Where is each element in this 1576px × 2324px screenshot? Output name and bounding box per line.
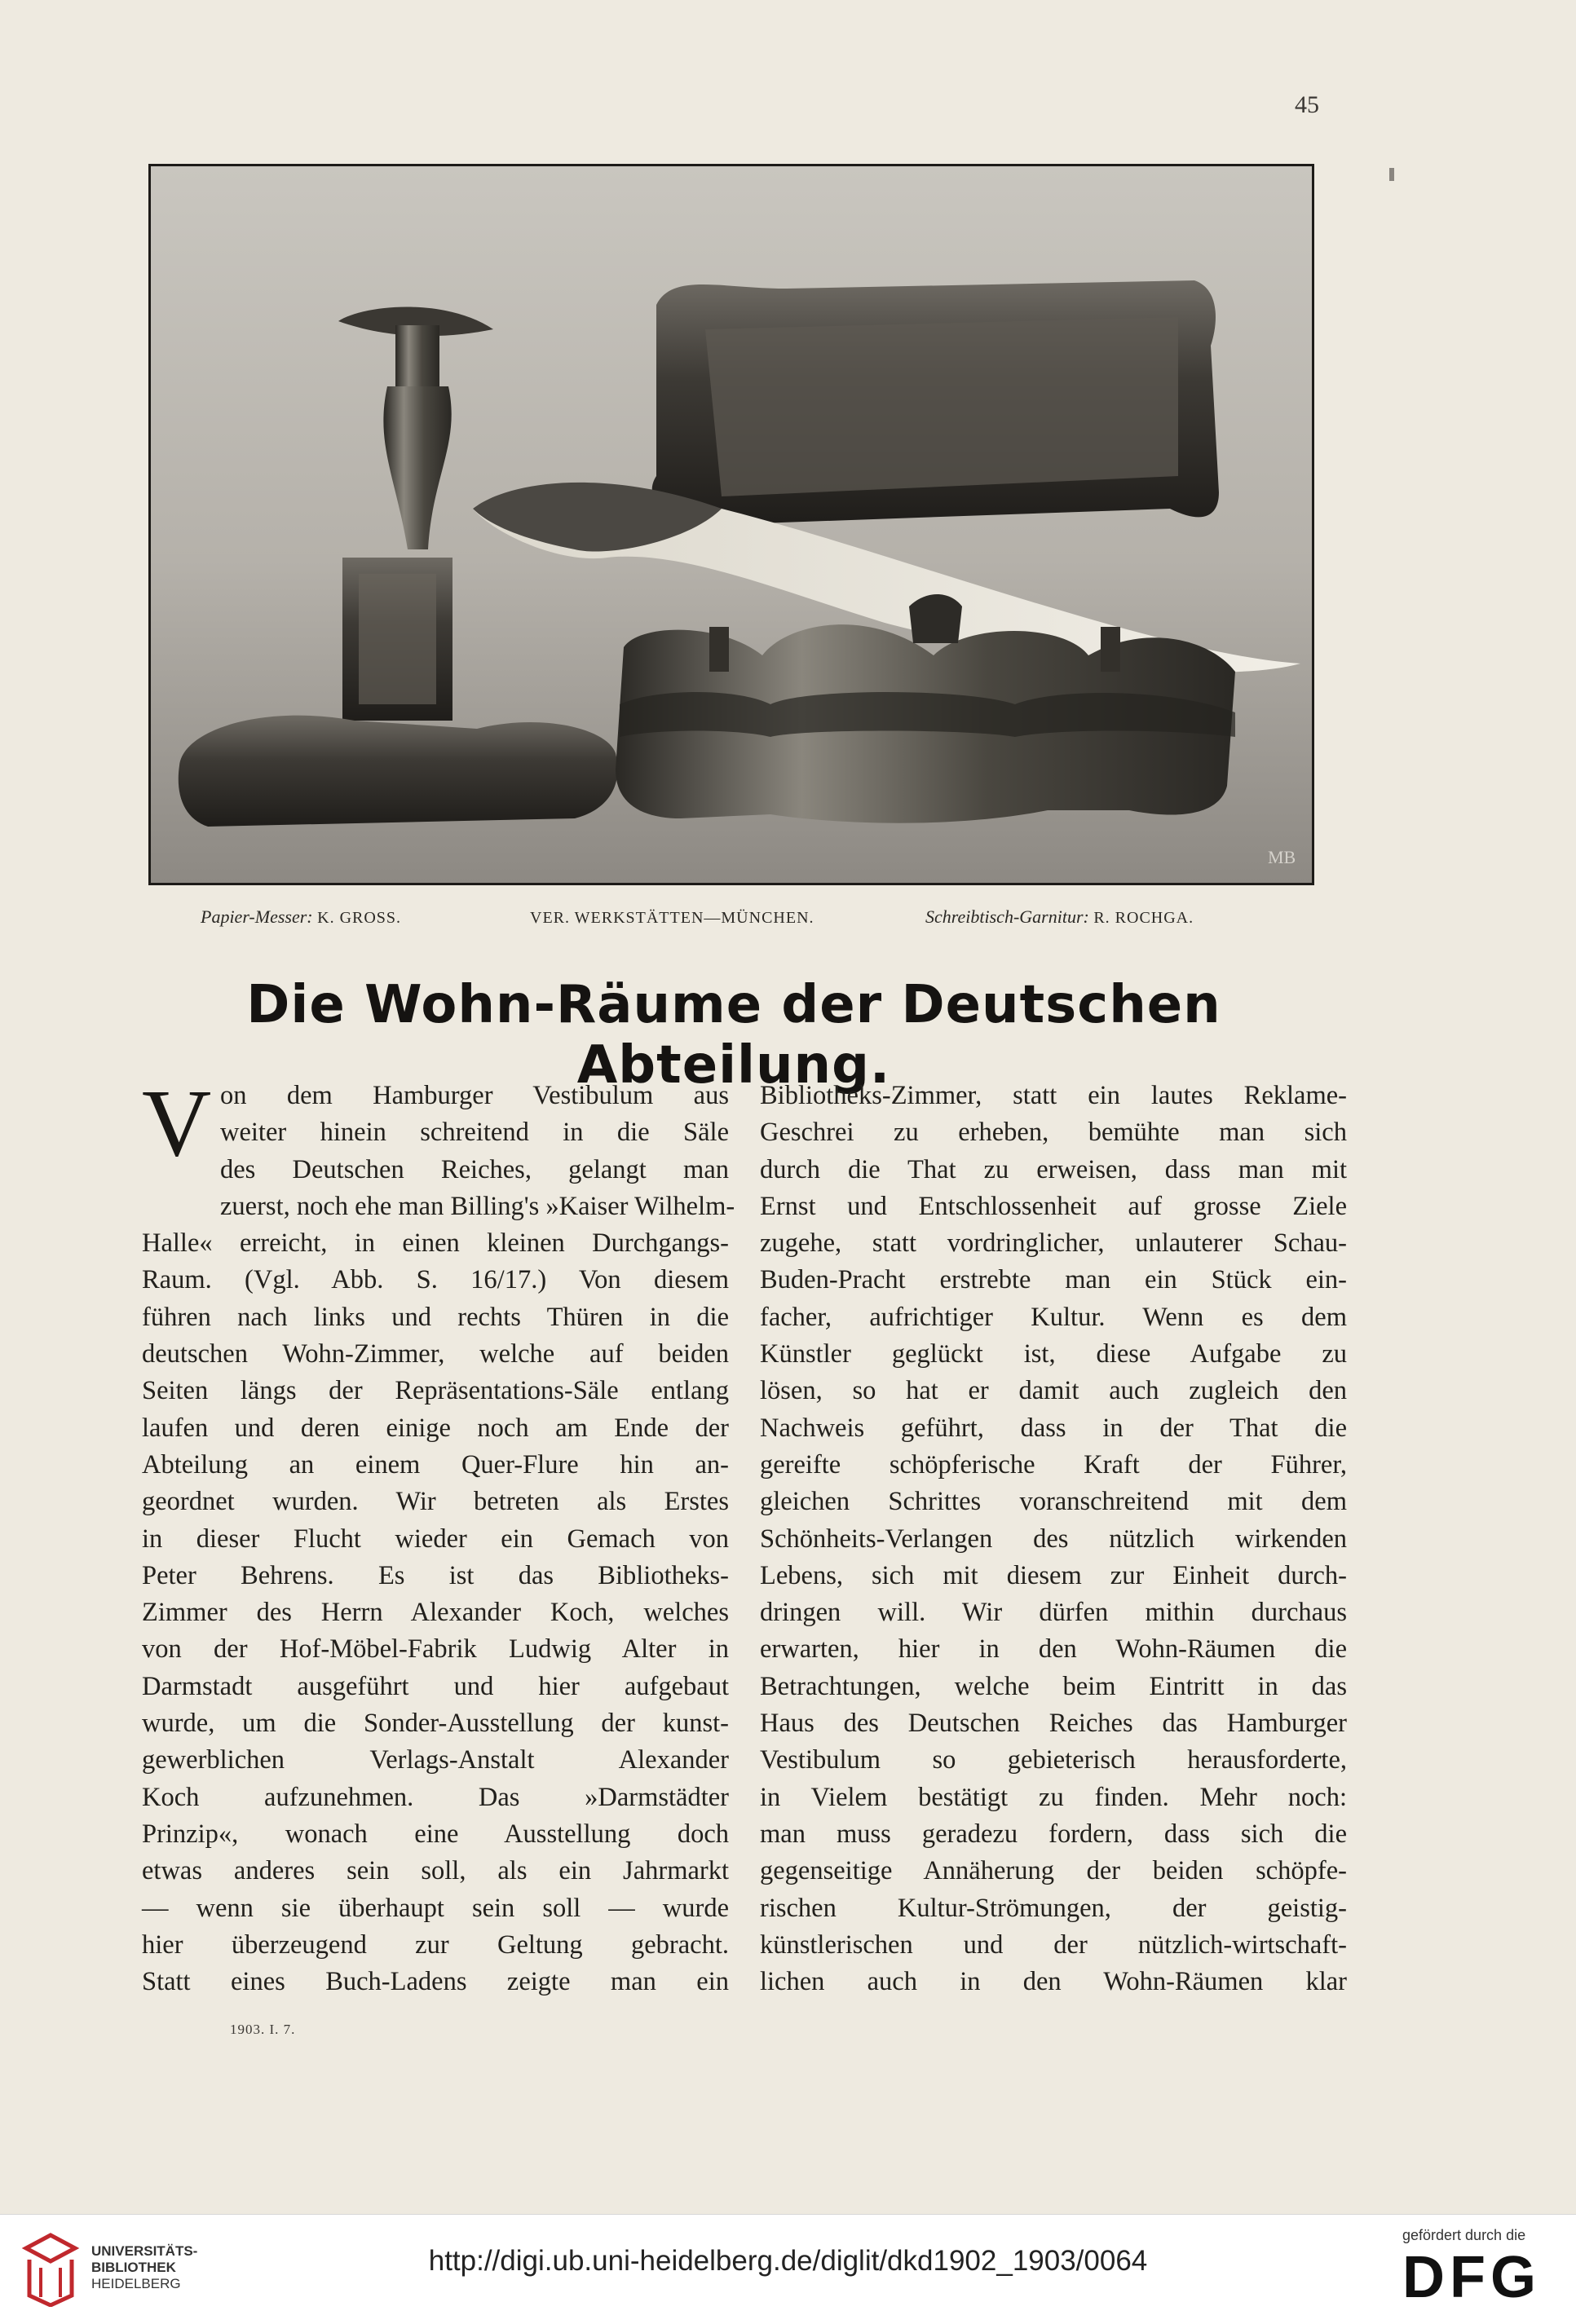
page-number: 45 <box>1295 91 1319 118</box>
text-line: Lebens, sich mit diesem zur Einheit durch- <box>760 1560 1347 1590</box>
text-line: Prinzip«, wonach eine Ausstellung doch <box>142 1819 729 1849</box>
text-line: gereifte schöpferische Kraft der Führer, <box>760 1449 1347 1480</box>
text-line: Haus des Deutschen Reiches das Hamburger <box>760 1709 1347 1739</box>
text-line: in Vielem bestätigt zu finden. Mehr noch: <box>760 1782 1347 1812</box>
text-line: wurde, um die Sonder-Ausstellung der kunst- <box>142 1709 729 1739</box>
text-line: führen nach links und rechts Thüren in die <box>142 1302 729 1332</box>
library-name-line: HEIDELBERG <box>91 2276 181 2291</box>
text-line: deutschen Wohn-Zimmer, welche auf beiden <box>142 1339 729 1369</box>
library-name-line: UNIVERSITÄTS- <box>91 2243 198 2259</box>
text-line: lichen auch in den Wohn-Räumen klar <box>760 1967 1347 1997</box>
library-name-line: BIBLIOTHEK <box>91 2260 176 2275</box>
text-line: hier überzeugend zur Geltung gebracht. <box>142 1929 729 1960</box>
text-line: dringen will. Wir dürfen mithin durchaus <box>760 1598 1347 1628</box>
text-line: gewerblichen Verlags-Anstalt Alexander <box>142 1745 729 1775</box>
caption-right-name: R. ROCHGA. <box>1093 909 1194 927</box>
text-line: Abteilung an einem Quer-Flure hin an- <box>142 1449 729 1480</box>
svg-text:MB: MB <box>1268 847 1296 867</box>
text-line: Bibliotheks-Zimmer, statt ein lautes Reklame- <box>760 1081 1347 1110</box>
drop-cap: V <box>142 1069 212 1176</box>
left-column <box>142 1069 735 2000</box>
funding-note: gefördert durch die <box>1402 2227 1526 2243</box>
right-column <box>760 1078 1347 2000</box>
text-line: Halle« erreicht, in einen kleinen Durchgangs- <box>142 1228 729 1259</box>
desk-set-photograph <box>148 164 1314 885</box>
caption-center <box>530 906 814 928</box>
text-line: des Deutschen Reiches, gelangt man <box>220 1154 729 1184</box>
text-line: geordnet wurden. Wir betreten als Erstes <box>142 1487 729 1517</box>
text-line: gegenseitige Annäherung der beiden schöpfe- <box>760 1856 1347 1886</box>
text-line: Buden-Pracht erstrebte man ein Stück ein- <box>760 1265 1347 1295</box>
text-line: Koch aufzunehmen. Das »Darmstädter <box>142 1782 729 1812</box>
dfg-logo: DFG <box>1402 2245 1541 2310</box>
text-line: Peter Behrens. Es ist das Bibliotheks- <box>142 1560 729 1590</box>
text-line: facher, aufrichtiger Kultur. Wenn es dem <box>760 1302 1347 1332</box>
text-line: zuerst, noch ehe man Billing's »Kaiser Wilhelm- <box>220 1191 735 1221</box>
text-line: erwarten, hier in den Wohn-Räumen die <box>760 1634 1347 1665</box>
text-line: künstlerischen und der nützlich-wirtschaft- <box>760 1929 1347 1960</box>
text-line: von der Hof-Möbel-Fabrik Ludwig Alter in <box>142 1634 729 1665</box>
text-line: durch die That zu erweisen, dass man mit <box>760 1154 1347 1184</box>
caption-center-text: VER. WERKSTÄTTEN—MÜNCHEN. <box>530 909 814 927</box>
caption-left-label: Papier-Messer: <box>201 906 313 927</box>
text-line: man muss geradezu fordern, dass sich die <box>760 1819 1347 1849</box>
text-line: weiter hinein schreitend in die Säle <box>220 1118 729 1148</box>
caption-left-name: K. GROSS. <box>317 909 402 927</box>
article-title: Die Wohn-Räume der Deutschen Abteilung. <box>246 975 1221 1096</box>
text-line: etwas anderes sein soll, als ein Jahrmarkt <box>142 1856 729 1886</box>
caption-left <box>201 906 401 928</box>
text-line: lösen, so hat er damit auch zugleich den <box>760 1376 1347 1406</box>
text-line: Zimmer des Herrn Alexander Koch, welches <box>142 1598 729 1628</box>
photo-illustration <box>151 166 1312 883</box>
caption-right-label: Schreibtisch-Garnitur: <box>925 906 1089 927</box>
text-line: Künstler geglückt ist, diese Aufgabe zu <box>760 1339 1347 1369</box>
text-line: Raum. (Vgl. Abb. S. 16/17.) Von diesem <box>142 1265 729 1295</box>
text-line: gleichen Schrittes voranschreitend mit dem <box>760 1487 1347 1517</box>
margin-mark <box>1389 168 1394 181</box>
caption-right <box>925 906 1194 928</box>
text-line: in dieser Flucht wieder ein Gemach von <box>142 1524 729 1554</box>
text-line: Ernst und Entschlossenheit auf grosse Ziele <box>760 1191 1347 1221</box>
text-line: Schönheits-Verlangen des nützlich wirkenden <box>760 1524 1347 1554</box>
text-line: Betrachtungen, welche beim Eintritt in das <box>760 1671 1347 1701</box>
signature-mark: 1903. I. 7. <box>230 2022 296 2037</box>
text-line: Vestibulum so gebieterisch herausforderte, <box>760 1745 1347 1775</box>
text-line: Seiten längs der Repräsentations-Säle entlang <box>142 1376 729 1406</box>
text-line: Darmstadt ausgeführt und hier aufgebaut <box>142 1671 729 1701</box>
text-line: Nachweis geführt, dass in der That die <box>760 1413 1347 1443</box>
source-url-link[interactable]: http://digi.ub.uni-heidelberg.de/diglit/dkd1902_1903/0064 <box>428 2245 1148 2277</box>
text-line: rischen Kultur-Strömungen, der geistig- <box>760 1893 1347 1923</box>
text-line: Statt eines Buch-Ladens zeigte man ein <box>142 1967 729 1997</box>
text-line: zugehe, statt vordringlicher, unlauterer Schau- <box>760 1228 1347 1259</box>
text-line: on dem Hamburger Vestibulum aus <box>220 1081 729 1110</box>
text-line: — wenn sie überhaupt sein soll — wurde <box>142 1893 729 1923</box>
text-line: Geschrei zu erheben, bemühte man sich <box>760 1118 1347 1148</box>
text-line: laufen und deren einige noch am Ende der <box>142 1413 729 1443</box>
